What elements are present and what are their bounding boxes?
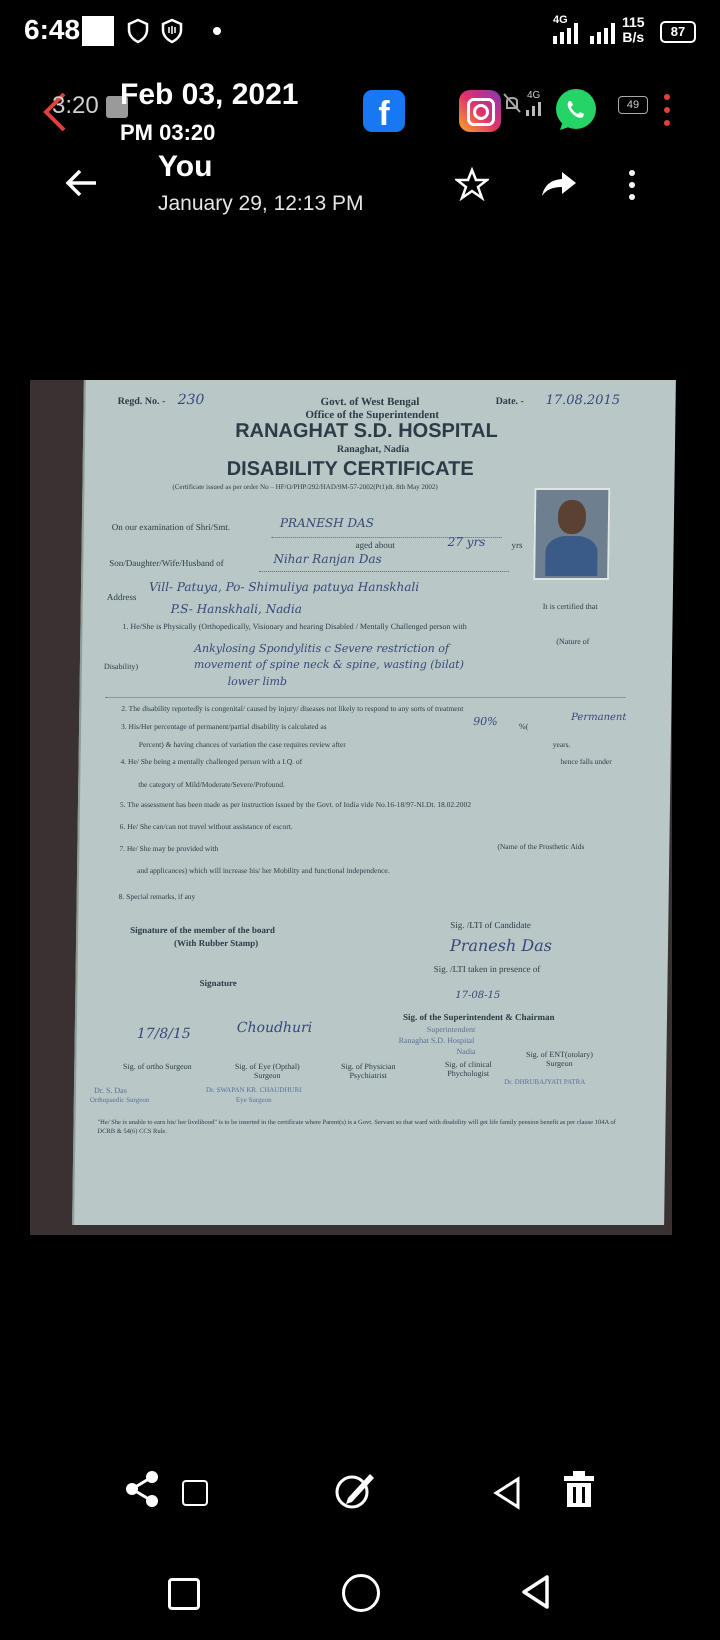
candidate-age: 27 yrs [447, 535, 486, 549]
item-1: 1. He/She is Physically (Orthopedically, Visionary and hearing Disabled / Mentally Challenged person with [122, 622, 467, 631]
forward-icon[interactable] [540, 170, 578, 198]
item-3: 3. His/Her percentage of permanent/partial disability is calculated as [120, 722, 327, 731]
exam-label: On our examination of Shri/Smt. [111, 522, 231, 532]
eye-stamp: Dr. SWAPAN KR. CHAUDHURI [205, 1086, 302, 1094]
item-2-text: The disability reportedly is congenital/ caused by injury/ diseases not likely to respond to any sorts of treatment [128, 704, 464, 713]
signal-icon [553, 22, 583, 44]
item-1-text: He/She is Physically (Orthopedically, Visionary and hearing Disabled / Mentally Challenged person with [130, 622, 467, 631]
sig-date-2: 17-08-15 [455, 990, 501, 1001]
cert-date: 17.08.2015 [545, 393, 621, 408]
notification-square-icon [82, 16, 114, 46]
facebook-icon[interactable]: f [363, 90, 405, 132]
item-2: 2. The disability reportedly is congenital/ caused by injury/ diseases not likely to respond to any sorts of treatment [121, 704, 464, 713]
home-button[interactable] [342, 1574, 380, 1612]
battery-icon [660, 21, 696, 43]
ortho-stamp-2: Orthopaedic Surgeon [89, 1096, 150, 1104]
candidate-name: PRANESH DAS [279, 516, 375, 530]
regd-label: Regd. No. - [117, 396, 166, 407]
ghost-time: 3:20 [52, 92, 99, 119]
delete-icon[interactable] [562, 1470, 596, 1508]
speed-value: 115 [622, 14, 645, 30]
order-text: (Certificate issued as per order No – HF/O/PHP/292/HAD/9M-57-2002(Pt1)dt. 8th May 2002) [172, 483, 438, 491]
footnote: "He/ She is unable to earn his/ her livelihood" is to be inserted in the certificate where Parent(s) is a Govt. Servant so that ward with disability will get life family pension benefit as per clause 104A of DCRB & 54(6) CCS Rule. [97, 1119, 616, 1135]
network-speed [622, 15, 645, 45]
signature-label: Signature [199, 978, 237, 988]
recent-apps-button[interactable] [168, 1578, 200, 1610]
item-7-text: He/ She may be provided with [126, 844, 219, 853]
prosthetic-label: (Name of the Prosthetic Aids [497, 842, 585, 851]
stamp-label: (With Rubber Stamp) [173, 938, 259, 948]
sig-date-1: 17/8/15 [136, 1026, 191, 1042]
share-icon[interactable] [124, 1470, 160, 1508]
item-7b: and applicances) which will increase his/ her Mobility and functional independence. [136, 866, 390, 875]
superintendent-stamp-3: Nadia [456, 1047, 476, 1056]
item-8-text: Special remarks, if any [126, 892, 196, 901]
ghost-network: 4G [527, 90, 541, 101]
back-arrow-icon[interactable] [64, 168, 98, 198]
clinical-sig-label: Sig. of clinical Phychologist [444, 1060, 492, 1078]
superintendent-stamp: Superintendent [426, 1025, 476, 1034]
shield-icon [126, 18, 150, 44]
disability-certificate [72, 380, 676, 1225]
item-3-text: His/Her percentage of permanent/partial disability is calculated as [128, 722, 327, 731]
yrs-label: yrs [511, 540, 523, 550]
address-line-2: P.S- Hanskhali, Nadia [170, 602, 303, 616]
hence-label: hence falls under [560, 757, 612, 766]
son-label: Son/Daughter/Wife/Husband of [109, 558, 224, 568]
candidate-photo [533, 488, 610, 580]
date-label: Date. - [495, 396, 525, 407]
edit-icon[interactable] [334, 1470, 374, 1510]
item-5: 5. The assessment has been made as per instruction issued by the Govt. of India vide No.16-18/97-NI.Dt. 18.02.2002 [119, 800, 472, 809]
item-8: 8. Special remarks, if any [118, 892, 196, 901]
eye-stamp-2: Eye Surgeon [235, 1096, 272, 1104]
instagram-icon[interactable] [459, 90, 501, 132]
mute-icon [503, 92, 521, 114]
aged-label: aged about [355, 540, 395, 550]
sender-name: You [158, 150, 213, 183]
item-6-text: He/ She can/can not travel without assistance of escort. [127, 822, 293, 831]
item-5-text: The assessment has been made as per instruction issued by the Govt. of India vide No.16-18/97-NI.Dt. 18.02.2002 [127, 800, 472, 809]
candidate-signature: Pranesh Das [449, 936, 553, 955]
ghost-signal-icon [526, 100, 548, 116]
red-more-icon[interactable] [664, 94, 670, 126]
address-label: Address [106, 592, 137, 602]
disability-label: Disability) [103, 662, 139, 671]
dot-icon [213, 27, 221, 35]
office-name: Office of the Superintendent [305, 409, 440, 421]
star-icon[interactable] [455, 167, 489, 201]
certified-text: It is certified that [542, 602, 598, 611]
disability-percent: 90% [473, 715, 498, 728]
hospital-name: RANAGHAT S.D. HOSPITAL [235, 420, 498, 442]
item-3b: Percent) & having chances of variation the case requires review after [138, 740, 346, 749]
percent-suffix: %( [518, 722, 529, 731]
hospital-place: Ranaghat, Nadia [336, 444, 410, 455]
sig-board-label: Signature of the member of the board [130, 925, 275, 935]
ent-sig-label: Sig. of ENT(otolary) Surgeon [525, 1050, 593, 1068]
item-7: 7. He/ She may be provided with [119, 844, 219, 853]
address-line-1: Vill- Patuya, Po- Shimuliya patuya Hanskhali [148, 580, 420, 594]
message-date: January 29, 12:13 PM [158, 192, 364, 215]
certificate-title: DISABILITY CERTIFICATE [226, 458, 474, 480]
whatsapp-icon[interactable] [552, 86, 600, 134]
shield-check-icon [160, 18, 184, 44]
signal-2-icon [590, 22, 620, 44]
eye-sig-label: Sig. of Eye (Opthal) Surgeon [234, 1062, 300, 1080]
item-4: 4. He/ She being a mentally challenged person with a I.Q. of [120, 757, 303, 766]
square-icon[interactable] [182, 1480, 208, 1506]
screenshot-date: Feb 03, 2021 [120, 78, 299, 111]
more-options-icon[interactable] [629, 170, 635, 200]
disability-hand-3: lower limb [227, 675, 288, 688]
screenshot-time: PM 03:20 [120, 120, 216, 145]
item-4b: the category of Mild/Moderate/Severe/Profound. [138, 780, 285, 789]
ghost-battery-icon [618, 96, 648, 114]
parent-name: Nihar Ranjan Das [273, 552, 382, 566]
nature-label: (Nature of [556, 637, 590, 646]
years-label: years. [552, 740, 571, 749]
permanent-note: Permanent [571, 712, 627, 723]
back-triangle-icon[interactable] [492, 1476, 522, 1510]
disability-hand-1: Ankylosing Spondylitis c Severe restriction of [194, 642, 450, 655]
superintendent-label: Sig. of the Superintendent & Chairman [402, 1012, 555, 1022]
back-button[interactable] [520, 1574, 552, 1610]
ortho-stamp: Dr. S. Das [93, 1086, 127, 1095]
disability-hand-2: movement of spine neck & spine, wasting (bilat) [193, 658, 465, 671]
item-6: 6. He/ She can/can not travel without assistance of escort. [119, 822, 293, 831]
lti-candidate-label: Sig. /LTI of Candidate [450, 920, 532, 930]
physician-sig-label: Sig. of Physician Psychiatrist [341, 1062, 396, 1080]
board-signature: Choudhuri [236, 1020, 313, 1036]
item-4-text: He/ She being a mentally challenged person with a I.Q. of [128, 757, 303, 766]
lti-presence-label: Sig. /LTI taken in presence of [433, 964, 541, 974]
battery-level: 87 [670, 24, 686, 39]
govt-name: Govt. of West Bengal [320, 396, 420, 408]
ortho-sig-label: Sig. of ortho Surgeon [122, 1062, 192, 1071]
superintendent-stamp-2: Ranaghat S.D. Hospital [398, 1036, 475, 1045]
network-type: 4G [553, 14, 568, 26]
regd-number: 230 [177, 392, 205, 408]
speed-unit: B/s [622, 29, 645, 45]
status-time: 6:48 [24, 14, 81, 45]
ent-stamp: Dr. DHRUBAJYATI PATRA [504, 1078, 586, 1086]
ghost-battery-level: 49 [626, 99, 640, 111]
